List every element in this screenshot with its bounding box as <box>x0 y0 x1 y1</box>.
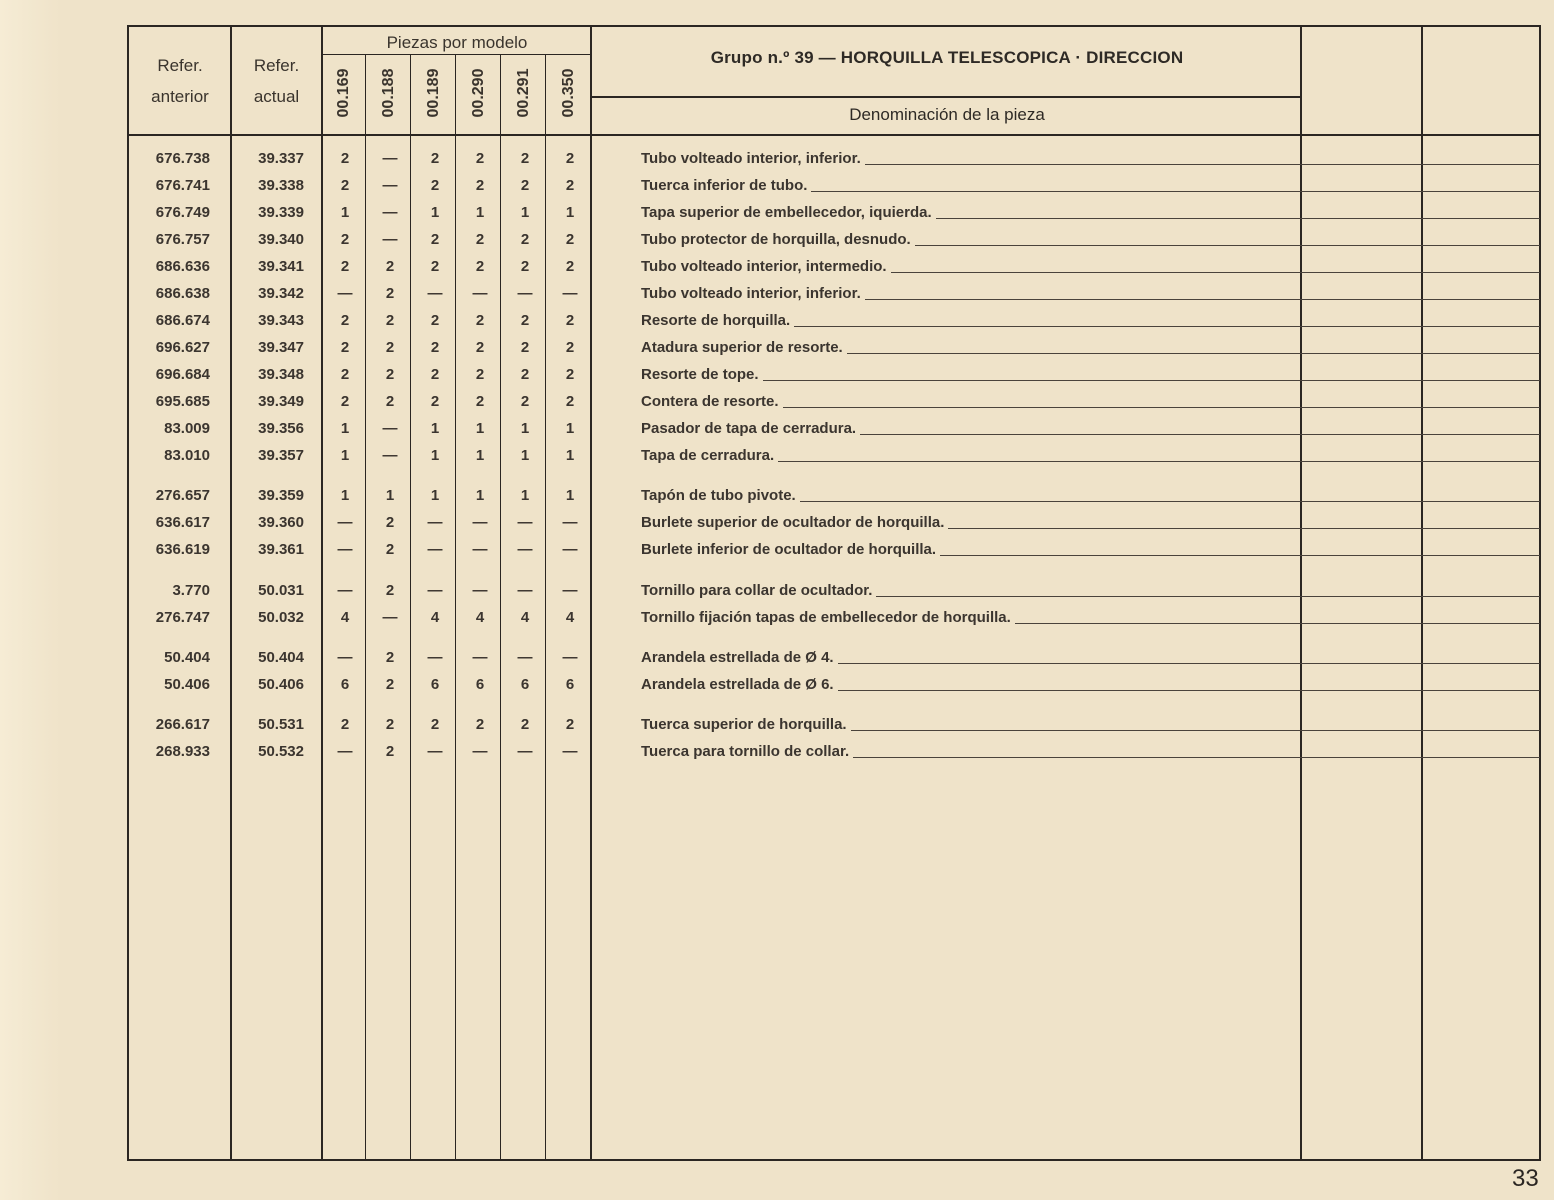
quantity-cell: 2 <box>520 716 530 733</box>
leader-rule <box>948 528 1540 529</box>
table-row <box>0 711 1554 738</box>
quantity-cell: — <box>382 177 398 194</box>
quantity-cell: — <box>337 541 353 558</box>
refer-anterior-cell: 696.627 <box>155 339 210 356</box>
refer-anterior-cell: 695.685 <box>155 393 210 410</box>
quantity-cell: 4 <box>340 609 350 626</box>
leader-rule <box>838 663 1540 664</box>
quantity-cell: 1 <box>475 447 485 464</box>
quantity-cell: — <box>562 649 578 666</box>
description-cell: Arandela estrellada de Ø 4. <box>641 649 834 666</box>
header-pieces-per-model: Piezas por modelo <box>386 33 528 52</box>
header-refer-anterior-line2: anterior <box>151 87 209 106</box>
table-row <box>0 253 1554 280</box>
quantity-cell: 2 <box>385 716 395 733</box>
quantity-cell: 2 <box>565 231 575 248</box>
description-cell: Tuerca superior de horquilla. <box>641 716 847 733</box>
quantity-cell: 2 <box>565 393 575 410</box>
quantity-cell: 2 <box>430 339 440 356</box>
leader-rule <box>851 730 1540 731</box>
quantity-cell: — <box>562 285 578 302</box>
description-cell: Pasador de tapa de cerradura. <box>641 420 857 437</box>
quantity-cell: 1 <box>430 204 440 221</box>
quantity-cell: 1 <box>520 447 530 464</box>
quantity-cell: 2 <box>340 231 350 248</box>
table-row <box>0 361 1554 388</box>
leader-rule <box>794 326 1540 327</box>
refer-anterior-cell: 676.749 <box>155 204 210 221</box>
refer-actual-cell: 39.337 <box>258 150 304 167</box>
refer-anterior-cell: 676.741 <box>155 177 210 194</box>
refer-anterior-cell: 50.404 <box>164 649 210 666</box>
table-row <box>0 145 1554 172</box>
table-row <box>0 415 1554 442</box>
description-cell: Resorte de horquilla. <box>641 312 791 329</box>
quantity-cell: — <box>427 743 443 760</box>
quantity-cell: — <box>427 582 443 599</box>
quantity-cell: 4 <box>475 609 485 626</box>
refer-actual-cell: 50.532 <box>258 743 304 760</box>
quantity-cell: — <box>472 514 488 531</box>
leader-rule <box>891 272 1540 273</box>
description-cell: Burlete inferior de ocultador de horquilla. <box>641 541 937 558</box>
description-cell: Tubo protector de horquilla, desnudo. <box>641 231 911 248</box>
refer-anterior-cell: 686.674 <box>155 312 210 329</box>
quantity-cell: 2 <box>475 150 485 167</box>
refer-anterior-cell: 83.010 <box>164 447 210 464</box>
leader-rule <box>936 218 1540 219</box>
table-row <box>0 199 1554 226</box>
quantity-cell: 2 <box>340 716 350 733</box>
quantity-cell: — <box>472 541 488 558</box>
quantity-cell: 2 <box>385 258 395 275</box>
header-refer-anterior-line1: Refer. <box>157 56 203 75</box>
header-model-4 <box>502 54 546 132</box>
quantity-cell: 2 <box>430 258 440 275</box>
model-code: 00.291 <box>515 68 532 118</box>
refer-anterior-cell: 686.638 <box>155 285 210 302</box>
table-row <box>0 509 1554 536</box>
quantity-cell: 1 <box>340 420 350 437</box>
description-cell: Tapa de cerradura. <box>641 447 775 464</box>
quantity-cell: 1 <box>475 487 485 504</box>
quantity-cell: 6 <box>430 676 440 693</box>
description-cell: Arandela estrellada de Ø 6. <box>641 676 834 693</box>
quantity-cell: — <box>472 285 488 302</box>
quantity-cell: 1 <box>565 487 575 504</box>
table-row <box>0 738 1554 765</box>
refer-anterior-cell: 276.657 <box>155 487 210 504</box>
quantity-cell: 2 <box>430 393 440 410</box>
table-row <box>0 577 1554 604</box>
quantity-cell: — <box>517 541 533 558</box>
refer-actual-cell: 39.348 <box>258 366 304 383</box>
quantity-cell: — <box>562 514 578 531</box>
quantity-cell: — <box>472 743 488 760</box>
refer-actual-cell: 39.349 <box>258 393 304 410</box>
quantity-cell: 2 <box>475 339 485 356</box>
quantity-cell: 2 <box>340 393 350 410</box>
header-model-1 <box>367 54 411 132</box>
quantity-cell: 2 <box>565 339 575 356</box>
header-model-5 <box>547 54 591 132</box>
header-refer-anterior <box>130 50 230 112</box>
refer-actual-cell: 50.032 <box>258 609 304 626</box>
refer-anterior-cell: 50.406 <box>164 676 210 693</box>
quantity-cell: 6 <box>340 676 350 693</box>
quantity-cell: 2 <box>385 541 395 558</box>
quantity-cell: 1 <box>520 487 530 504</box>
table-row <box>0 172 1554 199</box>
quantity-cell: 2 <box>565 716 575 733</box>
table-row <box>0 644 1554 671</box>
refer-anterior-cell: 676.757 <box>155 231 210 248</box>
quantity-cell: 4 <box>520 609 530 626</box>
quantity-cell: 2 <box>430 312 440 329</box>
quantity-cell: 4 <box>565 609 575 626</box>
refer-actual-cell: 39.339 <box>258 204 304 221</box>
table-row <box>0 307 1554 334</box>
leader-rule <box>860 434 1540 435</box>
quantity-cell: 2 <box>475 393 485 410</box>
description-cell: Burlete superior de ocultador de horquilla. <box>641 514 945 531</box>
quantity-cell: — <box>427 514 443 531</box>
quantity-cell: — <box>427 285 443 302</box>
quantity-cell: — <box>382 204 398 221</box>
quantity-cell: 1 <box>385 487 395 504</box>
quantity-cell: 2 <box>520 366 530 383</box>
quantity-cell: — <box>517 582 533 599</box>
quantity-cell: — <box>472 649 488 666</box>
quantity-cell: — <box>337 514 353 531</box>
leader-rule <box>865 164 1540 165</box>
table-row <box>0 482 1554 509</box>
refer-actual-cell: 39.338 <box>258 177 304 194</box>
quantity-cell: 2 <box>385 312 395 329</box>
leader-rule <box>915 245 1540 246</box>
refer-anterior-cell: 3.770 <box>172 582 210 599</box>
quantity-cell: 1 <box>565 420 575 437</box>
header-denomination: Denominación de la pieza <box>849 105 1045 124</box>
quantity-cell: 2 <box>475 177 485 194</box>
quantity-cell: — <box>427 541 443 558</box>
quantity-cell: 2 <box>565 150 575 167</box>
quantity-cell: 1 <box>520 420 530 437</box>
quantity-cell: 2 <box>430 366 440 383</box>
leader-rule <box>811 191 1540 192</box>
quantity-cell: 2 <box>385 366 395 383</box>
refer-actual-cell: 50.404 <box>258 649 304 666</box>
quantity-cell: 2 <box>430 150 440 167</box>
table-row <box>0 226 1554 253</box>
quantity-cell: — <box>517 743 533 760</box>
description-cell: Tornillo para collar de ocultador. <box>641 582 873 599</box>
quantity-cell: 2 <box>565 258 575 275</box>
quantity-cell: 2 <box>520 177 530 194</box>
leader-rule <box>876 596 1540 597</box>
description-cell: Tubo volteado interior, inferior. <box>641 150 861 167</box>
refer-anterior-cell: 266.617 <box>155 716 210 733</box>
leader-rule <box>853 757 1540 758</box>
leader-rule <box>847 353 1540 354</box>
quantity-cell: — <box>382 609 398 626</box>
quantity-cell: 1 <box>565 447 575 464</box>
quantity-cell: — <box>337 285 353 302</box>
quantity-cell: — <box>517 649 533 666</box>
quantity-cell: — <box>562 743 578 760</box>
quantity-cell: 2 <box>385 743 395 760</box>
description-cell: Tapa superior de embellecedor, iquierda. <box>641 204 932 221</box>
leader-rule <box>800 501 1540 502</box>
quantity-cell: 2 <box>385 285 395 302</box>
description-cell: Atadura superior de resorte. <box>641 339 843 356</box>
refer-anterior-cell: 83.009 <box>164 420 210 437</box>
leader-rule <box>778 461 1540 462</box>
quantity-cell: 2 <box>385 676 395 693</box>
quantity-cell: 6 <box>565 676 575 693</box>
quantity-cell: 1 <box>340 204 350 221</box>
refer-anterior-cell: 686.636 <box>155 258 210 275</box>
refer-actual-cell: 39.347 <box>258 339 304 356</box>
refer-anterior-cell: 276.747 <box>155 609 210 626</box>
description-cell: Resorte de tope. <box>641 366 759 383</box>
quantity-cell: 2 <box>520 231 530 248</box>
quantity-cell: 2 <box>475 366 485 383</box>
quantity-cell: 2 <box>565 312 575 329</box>
description-cell: Tubo volteado interior, intermedio. <box>641 258 887 275</box>
refer-anterior-cell: 268.933 <box>155 743 210 760</box>
header-model-3 <box>457 54 501 132</box>
group-title: Grupo n.º 39 — HORQUILLA TELESCOPICA · DIRECCION <box>710 48 1184 67</box>
header-bottom-line <box>127 134 1541 136</box>
quantity-cell: 2 <box>475 312 485 329</box>
quantity-cell: 2 <box>520 339 530 356</box>
refer-actual-cell: 39.359 <box>258 487 304 504</box>
header-refer-actual <box>232 50 321 112</box>
quantity-cell: 6 <box>520 676 530 693</box>
refer-actual-cell: 39.340 <box>258 231 304 248</box>
quantity-cell: 6 <box>475 676 485 693</box>
quantity-cell: 2 <box>385 393 395 410</box>
refer-actual-cell: 39.356 <box>258 420 304 437</box>
header-model-0 <box>322 54 366 132</box>
quantity-cell: — <box>517 285 533 302</box>
quantity-cell: 2 <box>430 716 440 733</box>
refer-anterior-cell: 636.617 <box>155 514 210 531</box>
quantity-cell: — <box>382 447 398 464</box>
description-cell: Tuerca inferior de tubo. <box>641 177 808 194</box>
refer-anterior-cell: 676.738 <box>155 150 210 167</box>
quantity-cell: — <box>337 649 353 666</box>
quantity-cell: — <box>382 150 398 167</box>
quantity-cell: 2 <box>385 582 395 599</box>
quantity-cell: 2 <box>475 716 485 733</box>
quantity-cell: — <box>472 582 488 599</box>
model-code: 00.188 <box>380 68 397 118</box>
description-cell: Tapón de tubo pivote. <box>641 487 796 504</box>
quantity-cell: — <box>562 541 578 558</box>
quantity-cell: — <box>382 420 398 437</box>
quantity-cell: — <box>562 582 578 599</box>
refer-actual-cell: 39.341 <box>258 258 304 275</box>
description-cell: Tubo volteado interior, inferior. <box>641 285 861 302</box>
refer-actual-cell: 50.531 <box>258 716 304 733</box>
table-row <box>0 442 1554 469</box>
quantity-cell: 2 <box>475 258 485 275</box>
leader-rule <box>838 690 1540 691</box>
quantity-cell: 2 <box>475 231 485 248</box>
quantity-cell: 1 <box>475 420 485 437</box>
refer-anterior-cell: 696.684 <box>155 366 210 383</box>
description-cell: Contera de resorte. <box>641 393 779 410</box>
leader-rule <box>783 407 1540 408</box>
quantity-cell: — <box>337 582 353 599</box>
quantity-cell: 1 <box>430 487 440 504</box>
header-refer-actual-line2: actual <box>253 87 300 106</box>
quantity-cell: 2 <box>520 312 530 329</box>
refer-actual-cell: 39.357 <box>258 447 304 464</box>
refer-actual-cell: 39.342 <box>258 285 304 302</box>
quantity-cell: 1 <box>520 204 530 221</box>
refer-actual-cell: 39.343 <box>258 312 304 329</box>
model-code: 00.290 <box>470 68 487 118</box>
quantity-cell: 1 <box>430 447 440 464</box>
quantity-cell: 2 <box>385 649 395 666</box>
leader-rule <box>940 555 1540 556</box>
quantity-cell: 1 <box>340 447 350 464</box>
model-code: 00.189 <box>425 68 442 118</box>
table-row <box>0 388 1554 415</box>
quantity-cell: 2 <box>340 258 350 275</box>
quantity-cell: 2 <box>520 150 530 167</box>
quantity-cell: — <box>427 649 443 666</box>
table-row <box>0 604 1554 631</box>
refer-anterior-cell: 636.619 <box>155 541 210 558</box>
description-cell: Tornillo fijación tapas de embellecedor de horquilla. <box>641 609 1011 626</box>
quantity-cell: 2 <box>520 258 530 275</box>
quantity-cell: 1 <box>475 204 485 221</box>
refer-actual-cell: 39.360 <box>258 514 304 531</box>
quantity-cell: 4 <box>430 609 440 626</box>
quantity-cell: 2 <box>565 366 575 383</box>
quantity-cell: 1 <box>340 487 350 504</box>
quantity-cell: — <box>517 514 533 531</box>
leader-rule <box>1015 623 1540 624</box>
quantity-cell: 2 <box>520 393 530 410</box>
model-code: 00.350 <box>560 68 577 118</box>
table-row <box>0 280 1554 307</box>
header-model-2 <box>412 54 456 132</box>
leader-rule <box>865 299 1540 300</box>
quantity-cell: 2 <box>430 177 440 194</box>
quantity-cell: 2 <box>385 514 395 531</box>
leader-rule <box>763 380 1540 381</box>
model-code: 00.169 <box>335 68 352 118</box>
quantity-cell: 2 <box>385 339 395 356</box>
description-cell: Tuerca para tornillo de collar. <box>641 743 850 760</box>
refer-actual-cell: 50.031 <box>258 582 304 599</box>
quantity-cell: 1 <box>565 204 575 221</box>
quantity-cell: — <box>382 231 398 248</box>
quantity-cell: 2 <box>340 339 350 356</box>
quantity-cell: 2 <box>565 177 575 194</box>
table-row <box>0 334 1554 361</box>
quantity-cell: 2 <box>340 312 350 329</box>
refer-actual-cell: 50.406 <box>258 676 304 693</box>
quantity-cell: 2 <box>340 177 350 194</box>
quantity-cell: 2 <box>340 366 350 383</box>
title-divider <box>590 96 1302 98</box>
page-number: 33 <box>1512 1165 1539 1192</box>
quantity-cell: 1 <box>430 420 440 437</box>
header-refer-actual-line1: Refer. <box>253 56 300 75</box>
quantity-cell: — <box>337 743 353 760</box>
quantity-cell: 2 <box>340 150 350 167</box>
table-row <box>0 536 1554 563</box>
quantity-cell: 2 <box>430 231 440 248</box>
table-row <box>0 671 1554 698</box>
refer-actual-cell: 39.361 <box>258 541 304 558</box>
